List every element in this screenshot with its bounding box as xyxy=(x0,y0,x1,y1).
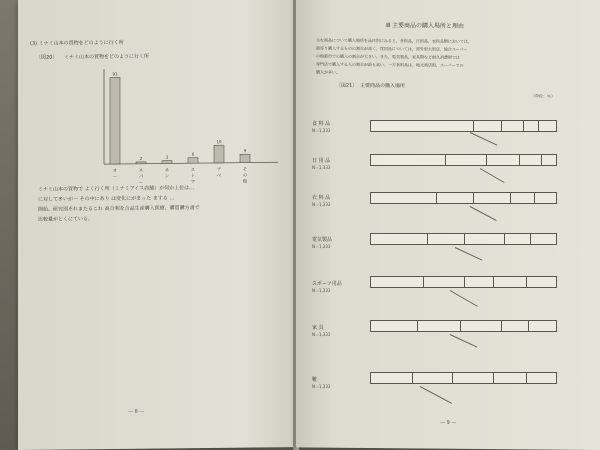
category-label: ト xyxy=(190,174,196,180)
bar xyxy=(188,158,198,164)
left-body-line-1: ミナミ山本の買物で よく行く所（ミナミアイス店舗）が何か上位は… xyxy=(38,185,195,193)
bar xyxy=(162,161,172,164)
bar xyxy=(136,162,146,164)
category-label: ン xyxy=(164,174,170,180)
right-intro-line-3: の他都市での購入の割合が大きい。また，電気製品，家具類など耐久消費財では xyxy=(316,53,460,60)
bar-chart xyxy=(88,57,298,199)
row-label: 電気製品 xyxy=(312,237,333,243)
row-n: N＝1,333 xyxy=(312,384,331,389)
right-legend-note: （単位：％） xyxy=(531,93,555,99)
bar xyxy=(110,77,120,164)
left-figure-caption: ミナミ山本の買物をどのように行く所 xyxy=(64,53,150,61)
stacked-bar xyxy=(370,192,557,204)
bar-data-label: 19 xyxy=(216,139,222,145)
category-label: ー xyxy=(112,174,118,181)
left-body-line-4: 比較量がとくにている。 xyxy=(38,216,94,223)
right-intro-line-5: 購入が多い。 xyxy=(316,69,340,75)
right-intro-line-4: 専門店で購入する人の割合が最も高い。一方食料品は，地元商店街，スーパーでの xyxy=(316,61,464,68)
row-n: N＝1,333 xyxy=(312,288,331,293)
right-figure-caption: 主要商品の購入場所 xyxy=(360,82,406,90)
right-section-heading: Ⅲ 主要商品の購入場所と理由 xyxy=(386,22,465,30)
row-n: N＝1,333 xyxy=(312,244,331,249)
row-n: N＝1,333 xyxy=(312,128,331,133)
category-label: オ xyxy=(112,168,118,175)
row-n: N＝1,333 xyxy=(312,165,331,170)
stacked-bar xyxy=(370,276,557,288)
bar-data-label: 9 xyxy=(243,148,247,154)
category-label: ス xyxy=(190,168,196,174)
row-label: 家 具 xyxy=(312,325,324,331)
right-intro-line-2: 最寄り購入するものの割合が高く，買回品については，郊外型大型店，総合スーパー xyxy=(316,45,468,52)
bar xyxy=(240,154,250,162)
stacked-bar xyxy=(370,233,557,245)
bar-data-label: 93 xyxy=(112,71,118,77)
bar-data-label: 3 xyxy=(165,154,169,160)
stacked-bar xyxy=(370,320,557,332)
category-label: の xyxy=(242,173,248,179)
category-label: ア xyxy=(216,167,222,173)
category-label: 他 xyxy=(242,179,248,185)
row-label: 食 料 品 xyxy=(312,121,331,127)
category-label: ベ xyxy=(216,173,222,179)
right-figure-label: 〔図21〕 xyxy=(336,82,358,89)
left-page-number: — 8 — xyxy=(128,408,145,415)
row-n: N＝1,333 xyxy=(312,332,331,337)
stacked-bar xyxy=(370,154,557,166)
row-n: N＝1,333 xyxy=(312,202,331,207)
category-label: パ xyxy=(138,174,144,180)
category-label: ネ xyxy=(164,168,170,174)
left-body-line-3: 開始、研究別それまたるこれ 高合利を合品生産購入医療、購買購方書で xyxy=(38,205,200,213)
right-page-number: — 9 — xyxy=(440,420,457,426)
stacked-bar xyxy=(370,372,557,384)
left-figure-label: 〔図20〕 xyxy=(36,54,58,61)
category-label: ス xyxy=(138,168,144,174)
category-label: ア xyxy=(190,180,196,186)
right-intro-line-1: 主な商品について購入場所を品目別にみると，食料品，日用品，衣料品類においては， xyxy=(316,37,472,44)
category-label: ー xyxy=(138,180,144,186)
category-label: そ xyxy=(242,167,248,173)
left-section-heading: (3) ミナミ山本の買物をどのように行く所 xyxy=(30,39,124,47)
row-label: 靴 xyxy=(312,377,318,383)
stacked-bar xyxy=(370,120,557,132)
left-page xyxy=(18,0,298,450)
bar-data-label: 2 xyxy=(139,155,143,161)
bar-data-label: 6 xyxy=(191,151,195,157)
left-body-line-2: に対して多いが一 その中にあり は変化にがまった まする … xyxy=(38,195,175,203)
row-label: 衣 料 品 xyxy=(312,195,331,201)
row-label: 日 用 品 xyxy=(312,158,331,164)
row-label: スポーツ用品 xyxy=(312,281,342,287)
bar xyxy=(214,145,224,163)
